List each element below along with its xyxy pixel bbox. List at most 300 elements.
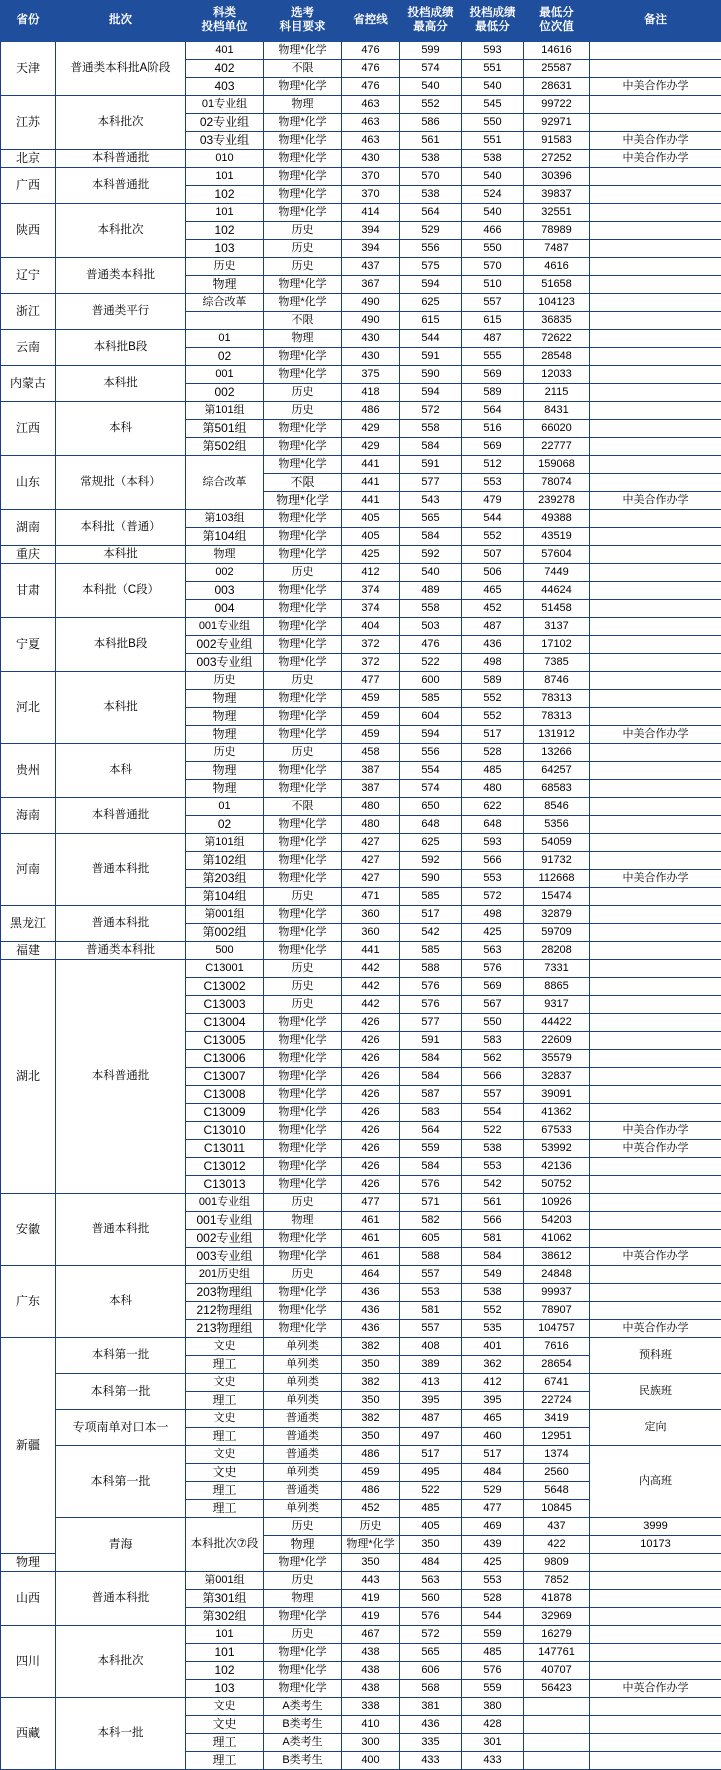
cell-note — [590, 1050, 721, 1068]
cell-max-score: 592 — [400, 546, 462, 564]
cell-control-line: 430 — [342, 150, 400, 168]
header-cell-5: 投档成绩 最高分 — [400, 1, 462, 42]
cell-unit: 文史 — [186, 1338, 264, 1356]
cell-batch: 本科批B段 — [56, 618, 186, 672]
cell-subject: 物理*化学 — [264, 276, 342, 294]
cell-max-score: 585 — [400, 888, 462, 906]
cell-subject: 普通类 — [264, 1446, 342, 1464]
cell-unit: 002专业组 — [186, 1230, 264, 1248]
cell-subject: B类考生 — [264, 1716, 342, 1734]
cell-control-line: 426 — [342, 1086, 400, 1104]
cell-unit: C13005 — [186, 1032, 264, 1050]
cell-batch: 本科第一批 — [56, 1446, 186, 1518]
cell-unit: 03专业组 — [186, 132, 264, 150]
cell-rank: 41362 — [524, 1104, 590, 1122]
cell-rank: 147761 — [524, 1644, 590, 1662]
cell-batch: 本科普通批 — [56, 960, 186, 1194]
cell-rank: 25587 — [524, 60, 590, 78]
cell-control-line: 476 — [342, 78, 400, 96]
cell-rank: 39091 — [524, 1086, 590, 1104]
header-cell-7: 最低分 位次值 — [524, 1, 590, 42]
cell-rank: 24848 — [524, 1266, 590, 1284]
cell-subject: 物理*化学 — [264, 1644, 342, 1662]
cell-control-line: 387 — [342, 780, 400, 798]
cell-min-score: 553 — [462, 1158, 524, 1176]
cell-note — [590, 1590, 721, 1608]
cell-min-score: 542 — [462, 1176, 524, 1194]
cell-control-line: 438 — [342, 1680, 400, 1698]
cell-control-line: 300 — [342, 1734, 400, 1752]
cell-rank: 44422 — [524, 1014, 590, 1032]
cell-note — [590, 960, 721, 978]
cell-control-line: 374 — [342, 600, 400, 618]
table-row — [1, 1266, 721, 1284]
cell-unit: 第002组 — [186, 924, 264, 942]
cell-subject: 物理*化学 — [264, 582, 342, 600]
cell-min-score: 553 — [462, 1572, 524, 1590]
cell-rank: 16279 — [524, 1626, 590, 1644]
cell-unit: C13012 — [186, 1158, 264, 1176]
cell-control-line: 430 — [342, 330, 400, 348]
cell-control-line: 426 — [342, 1140, 400, 1158]
cell-batch: 本科普通批 — [56, 150, 186, 168]
cell-note — [590, 1014, 721, 1032]
cell-note — [590, 1572, 721, 1590]
cell-note — [590, 276, 721, 294]
cell-min-score: 452 — [462, 600, 524, 618]
cell-min-score: 540 — [462, 204, 524, 222]
cell-unit: 003 — [186, 582, 264, 600]
cell-rank: 42136 — [524, 1158, 590, 1176]
cell-max-score: 584 — [400, 1068, 462, 1086]
cell-subject: 物理*化学 — [264, 546, 342, 564]
cell-unit: 102 — [186, 186, 264, 204]
cell-unit: 212物理组 — [186, 1302, 264, 1320]
cell-batch: 本科普通批 — [56, 168, 186, 204]
cell-note — [590, 708, 721, 726]
cell-subject: 物理*化学 — [342, 1536, 400, 1554]
table-row — [1, 834, 721, 852]
cell-max-score: 583 — [400, 1104, 462, 1122]
cell-rank: 22777 — [524, 438, 590, 456]
header-row — [1, 1, 721, 42]
cell-unit: 01 — [186, 798, 264, 816]
cell-subject: 单列类 — [264, 1392, 342, 1410]
cell-subject: 历史 — [264, 1626, 342, 1644]
cell-unit: 001专业组 — [186, 1212, 264, 1230]
cell-note — [590, 852, 721, 870]
cell-control-line: 427 — [342, 834, 400, 852]
cell-note: 中美合作办学 — [590, 492, 721, 510]
table-row — [1, 1338, 721, 1356]
cell-max-score: 522 — [400, 654, 462, 672]
cell-unit: 第001组 — [186, 906, 264, 924]
cell-unit: C13008 — [186, 1086, 264, 1104]
cell-batch: 本科 — [56, 744, 186, 798]
cell-rank: 104757 — [524, 1320, 590, 1338]
cell-province: 海南 — [1, 798, 56, 834]
cell-note: 中美合作办学 — [590, 726, 721, 744]
cell-unit: 203物理组 — [186, 1284, 264, 1302]
cell-note — [590, 1266, 721, 1284]
cell-subject: 历史 — [264, 1572, 342, 1590]
cell-unit: 文史 — [186, 1716, 264, 1734]
cell-control-line: 436 — [342, 1302, 400, 1320]
cell-max-score: 576 — [400, 1608, 462, 1626]
cell-min-score: 540 — [462, 78, 524, 96]
cell-batch: 本科 — [56, 1266, 186, 1338]
cell-subject: 物理*化学 — [264, 1086, 342, 1104]
cell-min-score: 566 — [462, 852, 524, 870]
cell-rank: 40707 — [524, 1662, 590, 1680]
cell-max-score: 648 — [400, 816, 462, 834]
cell-rank: 7331 — [524, 960, 590, 978]
cell-rank: 68583 — [524, 780, 590, 798]
cell-min-score: 576 — [462, 960, 524, 978]
cell-province: 湖北 — [1, 960, 56, 1194]
cell-subject: 物理*化学 — [264, 1050, 342, 1068]
cell-min-score: 551 — [462, 132, 524, 150]
cell-batch: 普通本科批 — [56, 1194, 186, 1266]
cell-subject: 物理*化学 — [264, 528, 342, 546]
cell-control-line: 490 — [342, 294, 400, 312]
cell-rank: 10926 — [524, 1194, 590, 1212]
cell-rank: 6741 — [524, 1374, 590, 1392]
cell-subject: 单列类 — [264, 1356, 342, 1374]
cell-control-line: 394 — [342, 240, 400, 258]
cell-unit: C13013 — [186, 1176, 264, 1194]
cell-max-score: 588 — [400, 960, 462, 978]
cell-province: 福建 — [1, 942, 56, 960]
cell-note — [590, 1212, 721, 1230]
cell-unit: 第101组 — [186, 402, 264, 420]
cell-control-line: 426 — [342, 1176, 400, 1194]
cell-rank: 14616 — [524, 42, 590, 60]
cell-subject: 物理*化学 — [264, 600, 342, 618]
cell-rank: 10173 — [590, 1536, 721, 1554]
cell-subject: 物理*化学 — [264, 186, 342, 204]
cell-max-score: 591 — [400, 348, 462, 366]
cell-rank: 32969 — [524, 1608, 590, 1626]
cell-subject: 历史 — [264, 996, 342, 1014]
cell-unit: 理工 — [186, 1752, 264, 1770]
table-row — [1, 366, 721, 384]
cell-rank: 92971 — [524, 114, 590, 132]
cell-province: 安徽 — [1, 1194, 56, 1266]
cell-province: 重庆 — [1, 546, 56, 564]
cell-control-line: 476 — [342, 42, 400, 60]
cell-batch: 专项南单对口本一 — [56, 1410, 186, 1446]
cell-subject: 物理*化学 — [264, 942, 342, 960]
cell-note — [590, 186, 721, 204]
cell-batch: 本科第一批 — [56, 1338, 186, 1374]
cell-control-line: 441 — [342, 456, 400, 474]
cell-max-score: 581 — [400, 1302, 462, 1320]
cell-province: 江西 — [1, 402, 56, 456]
cell-province: 北京 — [1, 150, 56, 168]
cell-control-line: 430 — [342, 348, 400, 366]
cell-subject: 物理*化学 — [264, 1104, 342, 1122]
cell-rank: 43519 — [524, 528, 590, 546]
cell-max-score: 605 — [400, 1230, 462, 1248]
cell-max-score: 582 — [400, 1212, 462, 1230]
cell-unit: 第001组 — [186, 1572, 264, 1590]
cell-min-score: 498 — [462, 654, 524, 672]
cell-control-line: 463 — [342, 132, 400, 150]
cell-rank: 4616 — [524, 258, 590, 276]
cell-max-score: 538 — [400, 150, 462, 168]
cell-note — [590, 510, 721, 528]
header-cell-6: 投档成绩 最低分 — [462, 1, 524, 42]
cell-max-score: 389 — [400, 1356, 462, 1374]
cell-subject: 物理*化学 — [264, 78, 342, 96]
table-row — [1, 402, 721, 420]
cell-min-score: 484 — [462, 1464, 524, 1482]
cell-control-line: 370 — [342, 168, 400, 186]
cell-control-line: 425 — [342, 546, 400, 564]
cell-max-score: 489 — [400, 582, 462, 600]
cell-control-line: 459 — [342, 708, 400, 726]
cell-subject: 物理*化学 — [264, 114, 342, 132]
cell-max-score: 574 — [400, 60, 462, 78]
cell-province: 广西 — [1, 168, 56, 204]
cell-rank: 38612 — [524, 1248, 590, 1266]
cell-subject: 历史 — [264, 1266, 342, 1284]
cell-control-line: 426 — [342, 1014, 400, 1032]
cell-unit: 002 — [186, 384, 264, 402]
cell-subject: 物理*化学 — [264, 366, 342, 384]
cell-rank: 7449 — [524, 564, 590, 582]
cell-unit: C13002 — [186, 978, 264, 996]
cell-subject: 物理*化学 — [264, 1680, 342, 1698]
cell-min-score: 401 — [462, 1338, 524, 1356]
cell-min-score: 570 — [462, 258, 524, 276]
cell-unit: 01 — [186, 330, 264, 348]
cell-note — [590, 330, 721, 348]
cell-min-score: 425 — [462, 924, 524, 942]
cell-control-line: 405 — [342, 510, 400, 528]
cell-min-score: 559 — [462, 1626, 524, 1644]
cell-rank: 28654 — [524, 1356, 590, 1374]
cell-control-line: 375 — [342, 366, 400, 384]
cell-unit: 01专业组 — [186, 96, 264, 114]
cell-max-score: 554 — [400, 762, 462, 780]
cell-subject: 单列类 — [264, 1374, 342, 1392]
cell-min-score: 362 — [462, 1356, 524, 1374]
cell-control-line: 372 — [342, 636, 400, 654]
cell-subject: 物理*化学 — [264, 1662, 342, 1680]
cell-control-line: 461 — [342, 1212, 400, 1230]
cell-rank: 17102 — [524, 636, 590, 654]
cell-unit: 历史 — [186, 744, 264, 762]
cell-rank: 41062 — [524, 1230, 590, 1248]
table-row — [1, 744, 721, 762]
cell-min-score: 437 — [524, 1518, 590, 1536]
cell-min-score: 552 — [462, 708, 524, 726]
cell-batch: 普通类本科批 — [56, 258, 186, 294]
cell-unit: 物理 — [186, 546, 264, 564]
cell-note — [590, 636, 721, 654]
cell-max-score: 590 — [400, 870, 462, 888]
cell-control-line: 382 — [342, 1374, 400, 1392]
cell-min-score: 550 — [462, 240, 524, 258]
cell-note — [590, 780, 721, 798]
cell-note: 中英合作办学 — [590, 1680, 721, 1698]
cell-note: 中美合作办学 — [590, 78, 721, 96]
cell-max-score: 543 — [400, 492, 462, 510]
cell-subject: A类考生 — [264, 1698, 342, 1716]
cell-max-score: 503 — [400, 618, 462, 636]
cell-rank: 3999 — [590, 1518, 721, 1536]
cell-max-score: 469 — [462, 1518, 524, 1536]
cell-rank: 3419 — [524, 1410, 590, 1428]
cell-unit: 401 — [186, 42, 264, 60]
cell-max-score: 594 — [400, 726, 462, 744]
cell-note — [590, 1554, 721, 1572]
cell-note — [590, 1104, 721, 1122]
cell-unit: 201历史组 — [186, 1266, 264, 1284]
cell-province: 宁夏 — [1, 618, 56, 672]
cell-max-score: 439 — [462, 1536, 524, 1554]
cell-rank: 30396 — [524, 168, 590, 186]
cell-rank: 49388 — [524, 510, 590, 528]
cell-max-score: 577 — [400, 474, 462, 492]
cell-control-line: 400 — [342, 1752, 400, 1770]
cell-min-score: 544 — [462, 1608, 524, 1626]
cell-unit: 第102组 — [186, 852, 264, 870]
cell-subject: 历史 — [264, 1194, 342, 1212]
cell-batch: 本科批 — [56, 366, 186, 402]
cell-max-score: 564 — [400, 1122, 462, 1140]
cell-subject: 不限 — [264, 474, 342, 492]
cell-province: 甘肃 — [1, 564, 56, 618]
cell-control-line: 476 — [342, 60, 400, 78]
cell-max-score: 615 — [400, 312, 462, 330]
cell-rank: 8431 — [524, 402, 590, 420]
cell-min-score: 557 — [462, 1086, 524, 1104]
cell-note — [590, 1068, 721, 1086]
cell-control-line: 463 — [342, 96, 400, 114]
cell-max-score: 572 — [400, 402, 462, 420]
cell-rank: 5648 — [524, 1482, 590, 1500]
cell-max-score: 560 — [400, 1590, 462, 1608]
cell-subject: 物理*化学 — [264, 762, 342, 780]
cell-control-line: 382 — [342, 1410, 400, 1428]
cell-max-score: 542 — [400, 924, 462, 942]
cell-unit: C13011 — [186, 1140, 264, 1158]
cell-control-line: 427 — [342, 870, 400, 888]
header-cell-4: 省控线 — [342, 1, 400, 42]
cell-note — [590, 60, 721, 78]
cell-rank: 27252 — [524, 150, 590, 168]
cell-min-score: 549 — [462, 1266, 524, 1284]
cell-unit: 004 — [186, 600, 264, 618]
cell-min-score: 550 — [462, 1014, 524, 1032]
cell-subject: 历史 — [264, 222, 342, 240]
cell-control-line: 464 — [342, 1266, 400, 1284]
cell-rank: 59709 — [524, 924, 590, 942]
cell-control-line: 338 — [342, 1698, 400, 1716]
cell-subject: 物理*化学 — [264, 1608, 342, 1626]
cell-min-score: 422 — [524, 1536, 590, 1554]
cell-unit: C13006 — [186, 1050, 264, 1068]
cell-note — [590, 312, 721, 330]
cell-max-score: 599 — [400, 42, 462, 60]
cell-rank: 32551 — [524, 204, 590, 222]
cell-rank: 112668 — [524, 870, 590, 888]
cell-rank: 78313 — [524, 708, 590, 726]
cell-unit: 文史 — [186, 1374, 264, 1392]
cell-unit: 历史 — [264, 1518, 342, 1536]
cell-note — [590, 1752, 721, 1770]
cell-max-score: 484 — [400, 1554, 462, 1572]
table-body — [1, 42, 721, 1770]
cell-control-line: 461 — [342, 1248, 400, 1266]
cell-subject: 物理*化学 — [264, 204, 342, 222]
cell-unit: 文史 — [186, 1410, 264, 1428]
cell-min-score: 551 — [462, 60, 524, 78]
cell-rank: 7487 — [524, 240, 590, 258]
cell-note — [590, 114, 721, 132]
cell-rank: 32837 — [524, 1068, 590, 1086]
cell-subject: 物理*化学 — [264, 1122, 342, 1140]
cell-rank: 22609 — [524, 1032, 590, 1050]
cell-rank: 8546 — [524, 798, 590, 816]
cell-subject: 物理*化学 — [264, 654, 342, 672]
cell-control-line: 458 — [342, 744, 400, 762]
cell-min-score: 564 — [462, 402, 524, 420]
cell-rank: 54059 — [524, 834, 590, 852]
cell-max-score: 606 — [400, 1662, 462, 1680]
cell-min-score: 559 — [462, 1680, 524, 1698]
cell-control-line: 367 — [342, 276, 400, 294]
cell-note — [590, 564, 721, 582]
cell-min-score: 412 — [462, 1374, 524, 1392]
cell-rank: 78989 — [524, 222, 590, 240]
cell-note — [590, 1086, 721, 1104]
cell-unit: 物理 — [186, 726, 264, 744]
cell-max-score: 585 — [400, 942, 462, 960]
cell-note — [590, 42, 721, 60]
cell-rank: 12951 — [524, 1428, 590, 1446]
cell-control-line: 441 — [342, 492, 400, 510]
cell-subject: B类考生 — [264, 1752, 342, 1770]
cell-batch: 本科批（C段） — [56, 564, 186, 618]
table-row — [1, 96, 721, 114]
cell-control-line: 426 — [342, 1032, 400, 1050]
cell-subject: 物理*化学 — [264, 924, 342, 942]
cell-rank: 32879 — [524, 906, 590, 924]
cell-province: 内蒙古 — [1, 366, 56, 402]
cell-control-line: 480 — [342, 798, 400, 816]
cell-note — [590, 456, 721, 474]
cell-min-score: 538 — [462, 1284, 524, 1302]
cell-province: 贵州 — [1, 744, 56, 798]
cell-min-score: 589 — [462, 672, 524, 690]
cell-rank: 56423 — [524, 1680, 590, 1698]
cell-subject: 物理*化学 — [264, 420, 342, 438]
cell-max-score: 495 — [400, 1464, 462, 1482]
cell-batch: 普通类平行 — [56, 294, 186, 330]
cell-max-score: 584 — [400, 438, 462, 456]
cell-min-score: 479 — [462, 492, 524, 510]
cell-unit: 101 — [186, 168, 264, 186]
cell-subject: 物理*化学 — [264, 834, 342, 852]
cell-max-score: 576 — [400, 1176, 462, 1194]
cell-rank: 57604 — [524, 546, 590, 564]
cell-subject: 历史 — [264, 744, 342, 762]
cell-rank: 78313 — [524, 690, 590, 708]
